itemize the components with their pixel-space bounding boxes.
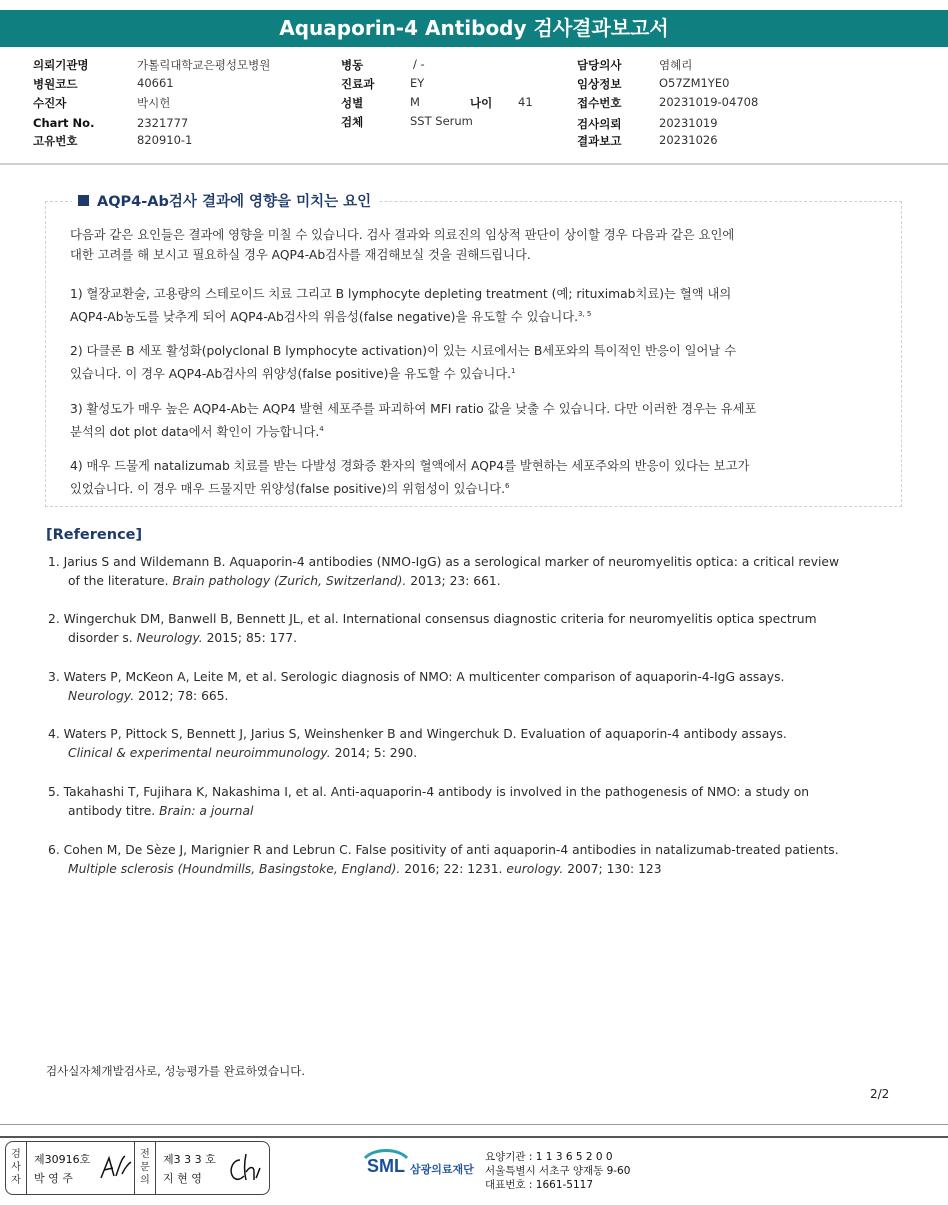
examiner-name: 박 영 주: [34, 1172, 73, 1185]
label-char: 검: [11, 1149, 21, 1160]
factor-line: 2) 다클론 B 세포 활성화(polyclonal B lymphocyte activation)이 있는 시료에서는 B세포와의 특이적인 반응이 일어날 수: [70, 344, 737, 358]
journal-name: Brain pathology (Zurich, Switzerland).: [172, 574, 407, 588]
reference-line: 6. Cohen M, De Sèze J, Marignier R and Lebrun C. False positivity of anti aquaporin-4 antibodies in natalizumab-treated patients.: [48, 843, 839, 857]
value-clinical-info: O57ZM1YE0: [659, 76, 730, 90]
label-report-date: 결과보고: [577, 134, 622, 148]
factor-line: 있습니다. 이 경우 AQP4-Ab검사의 위양성(false positive)을 유도할 수 있습니다.: [70, 367, 512, 382]
factor-item: [70, 456, 895, 499]
reference-line: 5. Takahashi T, Fujihara K, Nakashima I, et al. Anti-aquaporin-4 antibody is involved in the pathogenesis of NMO: a study on: [48, 785, 810, 799]
value-specimen: SST Serum: [410, 114, 473, 128]
reference-item: [48, 725, 903, 763]
factor-line: 1) 혈장교환술, 고용량의 스테로이드 치료 그리고 B lymphocyte depleting treatment (예; rituximab치료)는 혈액 내의: [70, 287, 732, 301]
reference-item: [48, 783, 903, 821]
label-hospital: 의뢰기관명: [33, 58, 89, 72]
ref-text: 2016; 22: 1231.: [400, 862, 507, 876]
org-phone: 대표번호 : 1661-5117: [485, 1179, 594, 1191]
reference-item: [48, 668, 903, 706]
citation-sup: 6: [505, 482, 510, 490]
label-char: 사: [11, 1162, 21, 1173]
examiner-signature: [98, 1150, 134, 1186]
intro-line: 대한 고려를 해 보시고 필요하실 경우 AQP4-Ab검사를 재검해보실 것을 권해드립니다.: [70, 248, 531, 262]
label-receipt-no: 접수번호: [577, 96, 622, 110]
label-clinical-info: 임상정보: [577, 77, 622, 91]
value-hospital-code: 40661: [137, 76, 174, 90]
reference-item: [48, 841, 903, 879]
value-chart-no: 2321777: [137, 116, 189, 130]
reference-line: [48, 572, 903, 591]
label-request-date: 검사의뢰: [577, 117, 622, 131]
validation-note: 검사실자체개발검사로, 성능평가를 완료하였습니다.: [46, 1064, 306, 1078]
label-char: 문: [140, 1162, 150, 1173]
value-ward: / -: [413, 57, 425, 71]
ref-text: 2015; 85: 177.: [202, 631, 298, 645]
reference-line: 3. Waters P, McKeon A, Leite M, et al. Serologic diagnosis of NMO: A multicenter comparison of aquaporin-4-IgG assays.: [48, 670, 785, 684]
ref-text: 2014; 5: 290.: [330, 746, 418, 760]
reference-line: 1. Jarius S and Wildemann B. Aquaporin-4 antibodies (NMO-IgG) as a serological marker of neuromyelitis optica: a critical review: [48, 555, 840, 569]
value-request-date: 20231019: [659, 116, 718, 130]
reference-line: [48, 687, 903, 706]
ref-text: of the literature.: [68, 574, 173, 588]
reference-heading: [Reference]: [46, 527, 143, 543]
reference-line: [48, 802, 903, 821]
factor-line: 분석의 dot plot data에서 확인이 가능합니다.: [70, 425, 320, 440]
journal-name: Neurology.: [68, 689, 135, 703]
factor-line: 있었습니다. 이 경우 매우 드물지만 위양성(false positive)의 위험성이 있습니다.: [70, 482, 506, 497]
label-doctor: 담당의사: [577, 58, 622, 72]
label-unique-no: 고유번호: [33, 134, 78, 148]
factors-title: [72, 190, 379, 211]
value-age: 41: [518, 95, 533, 109]
factor-line: AQP4-Ab농도를 낮추게 되어 AQP4-Ab검사의 위음성(false negative)을 유도할 수 있습니다.: [70, 310, 579, 325]
factor-line: 4) 매우 드물게 natalizumab 치료를 받는 다발성 경화증 환자의 혈액에서 AQP4를 발현하는 세포주와의 반응이 있다는 보고가: [70, 459, 750, 473]
label-patient: 수진자: [33, 96, 67, 110]
footer-divider: [0, 1124, 948, 1125]
footer-divider: [0, 1136, 948, 1138]
org-logo: SML: [367, 1156, 405, 1176]
specialist-signature: [224, 1150, 262, 1188]
label-chart-no: Chart No.: [33, 116, 95, 130]
signature-box: [5, 1141, 270, 1195]
factor-item: [70, 284, 895, 327]
label-specimen: 검체: [341, 115, 364, 129]
value-report-date: 20231026: [659, 133, 718, 147]
factors-intro: [70, 225, 895, 265]
label-age: 나이: [470, 96, 493, 110]
value-sex: M: [410, 95, 420, 109]
value-receipt-no: 20231019-04708: [659, 95, 759, 109]
specialist-name: 지 현 영: [163, 1172, 202, 1185]
citation-sup: 1: [511, 367, 516, 375]
citation-sup: 3, 5: [578, 310, 592, 318]
ref-text: 2012; 78: 665.: [134, 689, 229, 703]
factor-item: [70, 341, 895, 384]
label-char: 의: [140, 1175, 150, 1186]
reference-item: [48, 553, 903, 591]
journal-name: Clinical & experimental neuroimmunology.: [68, 746, 331, 760]
journal-name: Neurology.: [136, 631, 203, 645]
label-sex: 성별: [341, 96, 364, 110]
reference-line: [48, 629, 903, 648]
intro-line: 다음과 같은 요인들은 결과에 영향을 미칠 수 있습니다. 검사 결과와 의료진의 임상적 판단이 상이할 경우 다음과 같은 요인에: [70, 228, 735, 242]
examiner-label: [6, 1142, 27, 1194]
ref-text: antibody titre.: [68, 804, 160, 818]
specialist-label: [134, 1142, 156, 1194]
value-unique-no: 820910-1: [137, 133, 193, 147]
label-ward: 병동: [341, 58, 364, 72]
label-char: 전: [140, 1149, 150, 1160]
factor-item: [70, 399, 895, 442]
reference-item: [48, 610, 903, 648]
journal-name: eurology.: [506, 862, 564, 876]
report-title: Aquaporin-4 Antibody 검사결과보고서: [0, 10, 948, 47]
label-hospital-code: 병원코드: [33, 77, 78, 91]
ref-text: 2013; 23: 661.: [406, 574, 501, 588]
org-name: 삼광의료재단: [410, 1163, 474, 1176]
journal-name: Multiple sclerosis (Houndmills, Basingstoke, England).: [68, 862, 401, 876]
factors-title-text: AQP4-Ab검사 결과에 영향을 미치는 요인: [97, 194, 372, 210]
factor-line: 3) 활성도가 매우 높은 AQP4-Ab는 AQP4 발현 세포주를 파괴하여 MFI ratio 값을 낮출 수 있습니다. 다만 이러한 경우는 유세포: [70, 402, 757, 416]
ref-text: 2007; 130: 123: [563, 862, 662, 876]
label-char: 자: [11, 1175, 21, 1186]
reference-line: [48, 860, 903, 879]
square-bullet-icon: [78, 195, 89, 206]
examiner-license-no: 제30916호: [34, 1153, 91, 1166]
page-number: 2/2: [870, 1087, 890, 1101]
reference-line: 2. Wingerchuk DM, Banwell B, Bennett JL, et al. International consensus diagnostic criteria for neuromyelitis optica spectrum: [48, 612, 817, 626]
value-department: EY: [410, 76, 425, 90]
header-divider: [0, 163, 948, 165]
citation-sup: 4: [319, 425, 324, 433]
journal-name: Brain: a journal: [159, 804, 254, 818]
institution-code: 요양기관 : 1 1 3 6 5 2 0 0: [485, 1151, 613, 1163]
value-patient: 박시헌: [137, 96, 171, 110]
reference-line: [48, 744, 903, 763]
label-department: 진료과: [341, 77, 375, 91]
specialist-license-no: 제3 3 3 호: [163, 1153, 216, 1166]
ref-text: disorder s.: [68, 631, 137, 645]
reference-line: 4. Waters P, Pittock S, Bennett J, Jarius S, Weinshenker B and Wingerchuk D. Evaluation of aquaporin-4 antibody assays.: [48, 727, 787, 741]
value-doctor: 염혜리: [659, 58, 693, 72]
org-address: 서울특별시 서초구 양재동 9-60: [485, 1165, 631, 1177]
value-hospital: 가톨릭대학교은평성모병원: [137, 58, 271, 72]
